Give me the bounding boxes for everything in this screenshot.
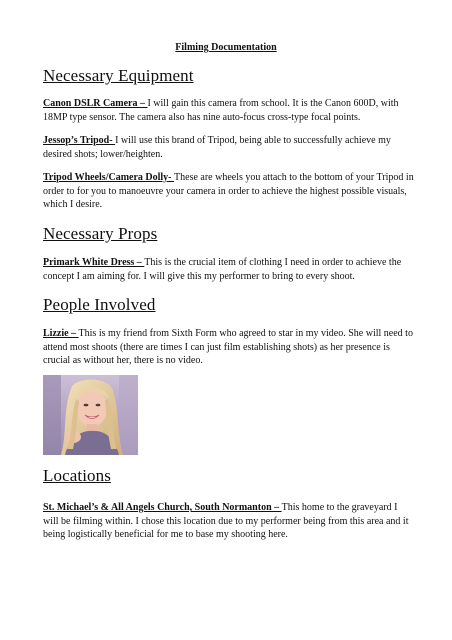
text-canon-camera: I will gain this camera from school. It is the Canon 600D, with 18MP type sensor. The camera also has nine auto-focus cross-type focal points.: [43, 98, 399, 123]
document-title: Filming Documentation: [175, 42, 277, 53]
paragraph-church: [43, 501, 415, 542]
lead-white-dress: Primark White Dress –: [43, 257, 145, 268]
paragraph-tripod-wheels: [43, 171, 415, 212]
text-white-dress: This is the crucial item of clothing I need in order to achieve the concept I am aiming for. I will give this my performer to bring to every shoot.: [43, 257, 402, 282]
lead-lizzie: Lizzie –: [43, 328, 79, 339]
heading-necessary-equipment: Necessary Equipment: [43, 66, 194, 85]
paragraph-lizzie: [43, 327, 415, 368]
lead-jessops-tripod: Jessop’s Tripod-: [43, 135, 116, 146]
lead-canon-camera: Canon DSLR Camera –: [43, 98, 148, 109]
text-church: This home to the graveyard I will be filming within. I chose this location due to my performer being from this area and it being logistically beneficial for me to base my shooting here.: [43, 502, 409, 540]
paragraph-canon-camera: [43, 97, 415, 124]
text-lizzie: This is my friend from Sixth Form who agreed to star in my video. She will need to attend most shoots (there are times I can just film establishing shots) as her presence is crucial as without her, there is no video.: [43, 328, 413, 366]
performer-photo-image: [43, 375, 138, 455]
heading-people-involved: People Involved: [43, 295, 156, 314]
paragraph-jessops-tripod: [43, 134, 415, 161]
paragraph-white-dress: [43, 256, 415, 283]
lead-church: St. Michael’s & All Angels Church, South Normanton –: [43, 502, 282, 513]
heading-locations: Locations: [43, 466, 111, 485]
text-tripod-wheels: These are wheels you attach to the bottom of your Tripod in order to for you to manoeuvre your camera in order to achieve the highest possible visuals, which I desire.: [43, 172, 414, 210]
lead-tripod-wheels: Tripod Wheels/Camera Dolly-: [43, 172, 175, 183]
heading-necessary-props: Necessary Props: [43, 224, 158, 243]
performer-photo: [43, 375, 138, 455]
text-jessops-tripod: I will use this brand of Tripod, being able to successfully achieve my desired shots; lower/heighten.: [43, 135, 391, 160]
